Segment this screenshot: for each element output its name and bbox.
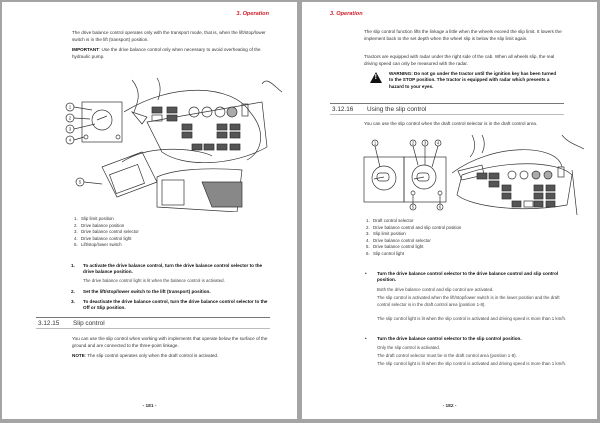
legend-item: 1. Slip limit position (74, 216, 114, 221)
important-label: IMPORTANT (72, 47, 99, 52)
step-2: 2. Set the lift/stop/lower switch to the lift (transport) position. (71, 289, 211, 294)
important-paragraph (72, 47, 262, 60)
svg-text:5: 5 (411, 204, 415, 210)
bullet-1-note-3: The slip control light is lit when the slip control is activated and driving speed is more than 1 km/h. (377, 316, 567, 321)
bullet-2-note-2: The draft control selector must be in the draft control area (position 1-8). (377, 353, 517, 358)
svg-text:3: 3 (423, 140, 427, 146)
svg-text:4: 4 (436, 140, 440, 146)
page-182 (302, 2, 597, 419)
svg-text:2: 2 (68, 115, 72, 121)
legend-item: 6. Slip control light (366, 250, 404, 256)
legend-item: 4. Drive balance control light (74, 235, 132, 241)
warning-text: WARNING: Do not go under the tractor until the ignition key has been turned to the STOP position. The tractor is equipped with radar which presents a hazard to your eyes. (389, 71, 557, 89)
legend-item: 4. Drive balance control selector (366, 237, 431, 243)
legend-item: 5. Drive balance control light (366, 244, 424, 250)
bullet-2: • Turn the drive balance control selector to the slip control position. (365, 336, 522, 341)
slip-function-paragraph: The slip control function lifts the linkage a little when the wheels exceed the slip limit. It lowers the implement back to the set depth when the wheel slip is below the slip limit again. (364, 29, 562, 41)
important-text: : Use the drive balance control only when necessary to avoid overheating of the hydraulic pump. (72, 47, 261, 59)
svg-text:1: 1 (373, 140, 377, 146)
chapter-header: 3. Operation (236, 11, 269, 17)
step-1-note: The drive balance control light is lit when the balance control is activated. (83, 278, 225, 283)
legend-item: 3. Slip limit position (366, 231, 406, 237)
bullet-2-note-1: Only the slip control is activated. (377, 345, 440, 350)
figure-legend-left (74, 216, 254, 249)
warning-icon (370, 72, 382, 83)
section-heading-3-12-16: 3.12.16 Using the slip control (330, 103, 564, 115)
legend-item: 3. Drive balance control selector (74, 229, 139, 235)
svg-text:6: 6 (438, 204, 442, 210)
note-paragraph: NOTE: The slip control operates only when the draft control is activated. (72, 353, 219, 358)
svg-text:1: 1 (68, 104, 72, 110)
dashboard-diagram-left (62, 72, 282, 212)
intro-paragraph: The drive balance control operates only with the transport mode, that is, when the lift/stop/lower switch is in the lift (transport) position. (72, 30, 266, 42)
page-181 (2, 2, 297, 419)
svg-text:5: 5 (78, 179, 82, 185)
bullet-1-note-1: Both the drive balance control and slip control are activated. (377, 287, 494, 292)
bullet-1: • Turn the drive balance control selector to the drive balance control and slip control position. (365, 271, 559, 283)
section-heading-3-12-15: 3.12.15 Slip control (36, 317, 270, 329)
svg-text:4: 4 (68, 137, 72, 143)
legend-item: 2. Drive balance position (74, 222, 125, 228)
svg-text:2: 2 (411, 140, 415, 146)
figure-legend-right (366, 218, 566, 258)
dashboard-diagram-right (362, 135, 587, 215)
step-1: 1. To activate the drive balance control, turn the drive balance control selector to the drive balance position. (71, 263, 263, 275)
legend-item: 2. Drive balance control and slip control position (366, 224, 462, 230)
page-number: - 181 - (142, 404, 157, 409)
slip-control-paragraph: You can use the slip control when working with implements that operate below the surface of the ground and are connected to the three-point linkage. (72, 336, 268, 348)
bullet-2-note-3: The slip control light is lit when the slip control is activated and driving speed is more than 1 km/h. (377, 361, 567, 366)
svg-text:3: 3 (68, 126, 72, 132)
page-number: - 182 - (442, 404, 457, 409)
bullet-1-note-2: The slip control is activated when the lift/stop/lower switch is in the lower position and the draft control selector is in the draft control area (position 1-8). (377, 295, 560, 307)
legend-item: 1. Draft control selector (366, 218, 414, 223)
step-3: 3. To deactivate the drive balance control, turn the drive balance control selector to the Off or Slip position. (71, 299, 268, 311)
note-label: NOTE (72, 353, 85, 358)
chapter-header: 3. Operation (330, 11, 363, 17)
legend-item: 5. Lift/stop/lower switch (74, 242, 122, 248)
using-slip-paragraph: You can use the slip control when the draft control selector is in the draft control area. (364, 121, 538, 126)
radar-paragraph: Tractors are equipped with radar under the right side of the cab. When all wheels slip, the real driving speed can only be measured with the radar. (364, 54, 555, 66)
